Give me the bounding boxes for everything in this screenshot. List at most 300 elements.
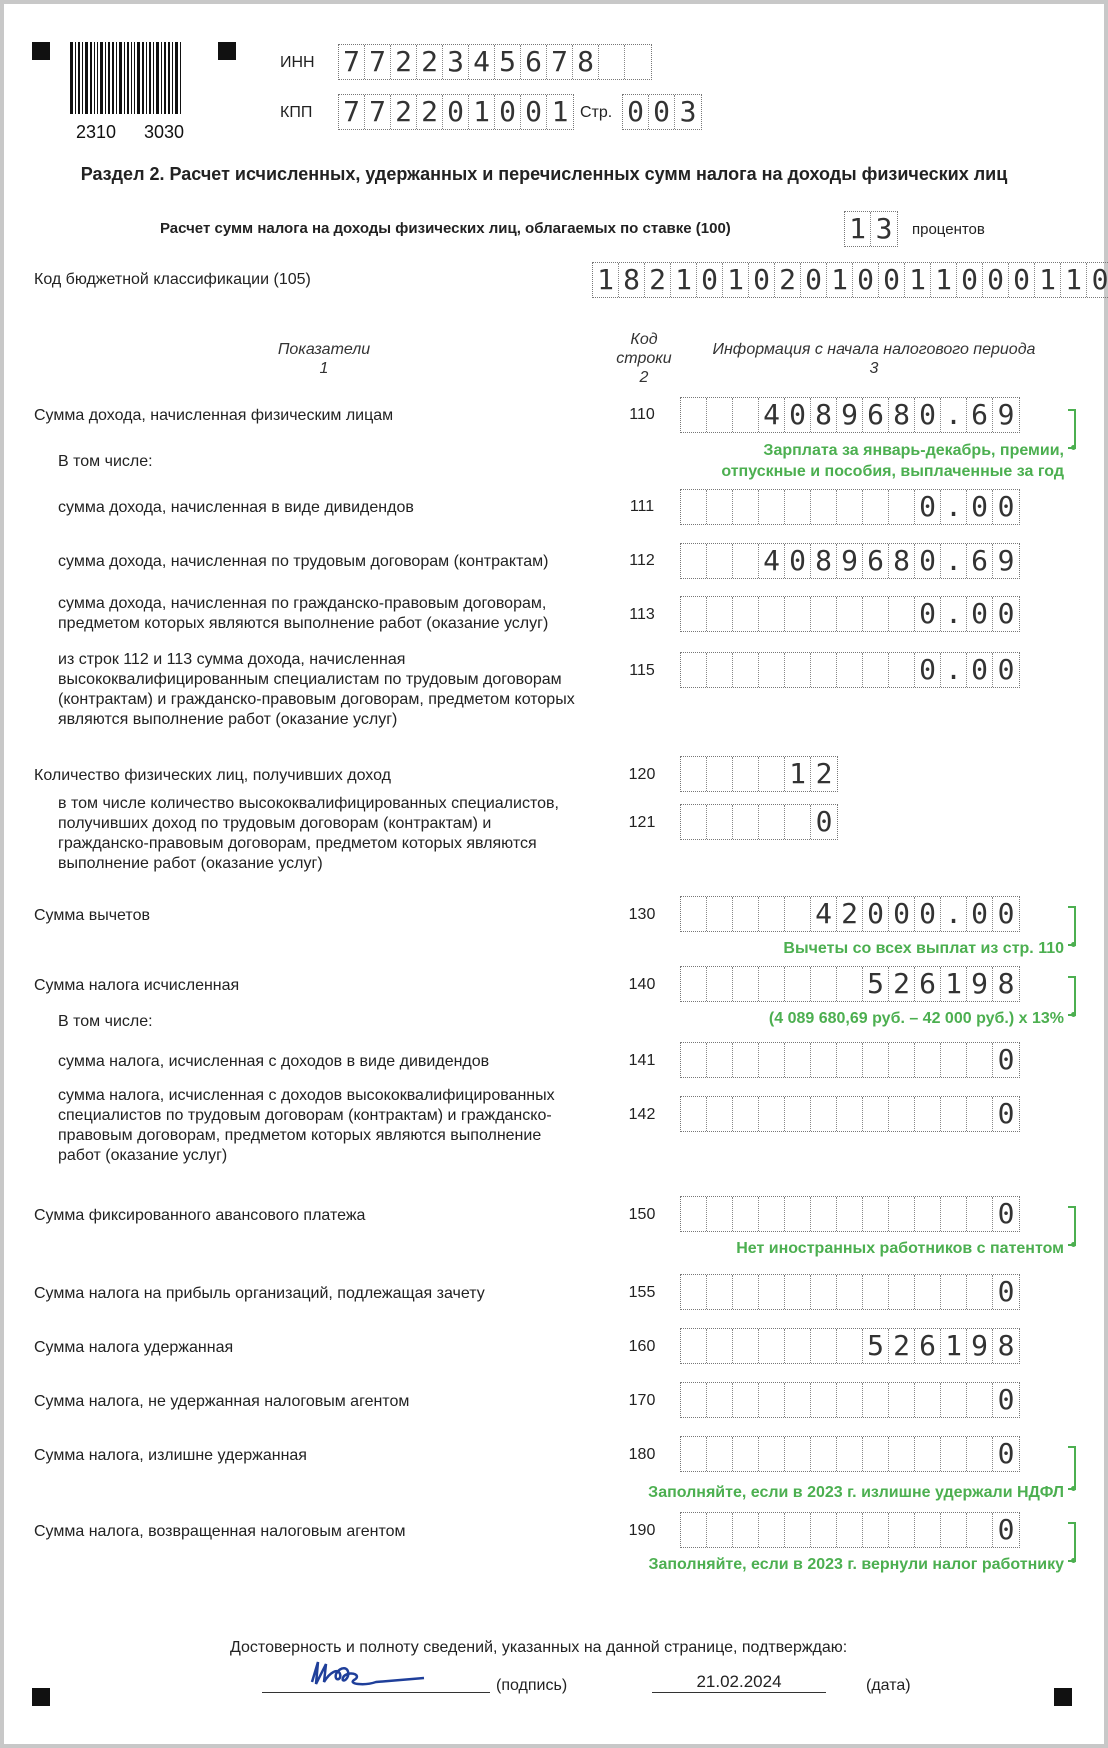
- row-113-label-line: предметом которых являются выполнение работ (оказание услуг): [58, 615, 549, 632]
- barcode-bar: [137, 42, 140, 114]
- barcode-bar: [156, 42, 159, 114]
- char-cell: [759, 653, 785, 687]
- row-142-label: [58, 1086, 555, 1166]
- rate-label: Расчет сумм налога на доходы физических лиц, облагаемых по ставке (100): [160, 220, 731, 237]
- note-150: Нет иностранных работников с патентом: [736, 1240, 1064, 1257]
- char-cell: [733, 490, 759, 524]
- char-cell: [785, 1197, 811, 1231]
- row-115-code: 115: [629, 662, 655, 679]
- corner-marker: [218, 42, 236, 60]
- char-cell: 0: [997, 1197, 1015, 1230]
- row-140-label: Сумма налога исчисленная: [34, 977, 240, 994]
- char-cell: [837, 1437, 863, 1471]
- row-111-code: 111: [629, 498, 655, 515]
- char-cell: 8: [811, 544, 837, 578]
- barcode-bar: [108, 42, 110, 114]
- char-cell: 2: [417, 95, 443, 129]
- col1-title: Показатели: [277, 341, 371, 358]
- char-cell: .: [941, 897, 967, 931]
- char-cell: 2: [391, 95, 417, 129]
- char-cell: 5: [863, 1329, 889, 1363]
- char-cell: [681, 1097, 707, 1131]
- barcode-number-left: 2310: [76, 122, 117, 142]
- char-cell: [915, 1275, 941, 1309]
- char-cell: 0: [997, 1383, 1015, 1416]
- date-label: (дата): [866, 1677, 911, 1694]
- char-cell: [759, 1383, 785, 1417]
- rate-field: [844, 211, 898, 247]
- char-cell: [811, 1383, 837, 1417]
- char-cell: [863, 1383, 889, 1417]
- row-190-code: 190: [628, 1522, 656, 1539]
- barcode-bar: [146, 42, 147, 114]
- char-cell: [733, 1275, 759, 1309]
- char-cell: 0: [997, 597, 1015, 630]
- char-cell: [863, 653, 889, 687]
- row-155-value: [680, 1274, 1020, 1310]
- char-cell: [811, 1097, 837, 1131]
- barcode-bar: [127, 42, 129, 114]
- barcode-bar: [180, 42, 181, 114]
- row-121-code: 121: [628, 814, 656, 831]
- char-cell: 2: [837, 897, 863, 931]
- char-cell: [759, 1329, 785, 1363]
- char-cell: 8: [573, 45, 599, 79]
- row-113-value: [680, 596, 1020, 632]
- char-cell: 0: [1009, 263, 1035, 297]
- col-info-header: [704, 340, 1044, 378]
- corner-marker: [1054, 1688, 1072, 1706]
- note-140: (4 089 680,69 руб. – 42 000 руб.) х 13%: [768, 1010, 1064, 1027]
- char-cell: [811, 1275, 837, 1309]
- char-cell: 7: [547, 45, 573, 79]
- char-cell: [681, 544, 707, 578]
- char-cell: [889, 653, 915, 687]
- row-130-label: Сумма вычетов: [34, 907, 150, 924]
- char-cell: 3: [875, 212, 893, 245]
- row-140-code: 140: [628, 976, 656, 993]
- char-cell: [707, 1329, 733, 1363]
- char-cell: [733, 597, 759, 631]
- char-cell: [759, 490, 785, 524]
- barcode-bar: [168, 42, 170, 114]
- char-cell: [681, 805, 707, 839]
- row-130-code: 130: [628, 906, 656, 923]
- note-190: Заполняйте, если в 2023 г. вернули налог работнику: [648, 1556, 1064, 1573]
- row-120-value: [680, 756, 838, 792]
- char-cell: 1: [905, 263, 931, 297]
- row-155-label: Сумма налога на прибыль организаций, подлежащая зачету: [34, 1285, 485, 1302]
- barcode-bar: [97, 42, 98, 114]
- kpp-field: [338, 94, 574, 130]
- char-cell: 1: [469, 95, 495, 129]
- row-150-value: [680, 1196, 1020, 1232]
- char-cell: [759, 1275, 785, 1309]
- barcode-bar: [175, 42, 178, 114]
- char-cell: [967, 1197, 993, 1231]
- section-title: Раздел 2. Расчет исчисленных, удержанных и перечисленных сумм налога на доходы физических лиц: [80, 164, 1008, 184]
- row-115-label-line: высококвалифицированным специалистам по трудовым договорам: [58, 671, 562, 688]
- char-cell: [707, 490, 733, 524]
- col2-title-line: строки: [616, 350, 672, 367]
- row-121-value: [680, 804, 838, 840]
- char-cell: [681, 897, 707, 931]
- row-160-label: Сумма налога удержанная: [34, 1339, 234, 1356]
- col3-title: Информация с начала налогового периода: [712, 341, 1036, 358]
- char-cell: [733, 1329, 759, 1363]
- row-112-code: 112: [629, 552, 655, 569]
- char-cell: 8: [811, 398, 837, 432]
- char-cell: [811, 653, 837, 687]
- char-cell: [733, 653, 759, 687]
- char-cell: [707, 967, 733, 1001]
- note-bracket: [1068, 1446, 1076, 1490]
- kpp-label: КПП: [280, 104, 313, 121]
- note-bracket: [1068, 976, 1076, 1016]
- char-cell: .: [941, 653, 967, 687]
- corner-marker: [32, 42, 50, 60]
- char-cell: [941, 1097, 967, 1131]
- note-110: [564, 440, 1064, 482]
- char-cell: 0: [521, 95, 547, 129]
- char-cell: 6: [863, 544, 889, 578]
- barcode-bar: [112, 42, 114, 114]
- char-cell: [967, 1383, 993, 1417]
- note-130: Вычеты со всех выплат из стр. 110: [783, 940, 1064, 957]
- char-cell: 1: [723, 263, 749, 297]
- row-111-value: [680, 489, 1020, 525]
- char-cell: 8: [889, 398, 915, 432]
- row-110-value: [680, 397, 1020, 433]
- char-cell: [889, 1043, 915, 1077]
- char-cell: [681, 1513, 707, 1547]
- signature-image: [304, 1652, 434, 1696]
- char-cell: [811, 1043, 837, 1077]
- inn-field: [338, 44, 652, 80]
- char-cell: 6: [967, 544, 993, 578]
- row-120-code: 120: [628, 766, 656, 783]
- char-cell: [837, 1275, 863, 1309]
- char-cell: 7: [339, 95, 365, 129]
- char-cell: [863, 490, 889, 524]
- note-dot: [1071, 1242, 1076, 1247]
- char-cell: 8: [997, 1329, 1015, 1362]
- char-cell: 0: [495, 95, 521, 129]
- note-dot: [1071, 1558, 1076, 1563]
- char-cell: 7: [339, 45, 365, 79]
- char-cell: 9: [967, 967, 993, 1001]
- char-cell: [967, 1275, 993, 1309]
- row-113-code: 113: [629, 606, 655, 623]
- char-cell: [733, 757, 759, 791]
- note-110-line: Зарплата за январь-декабрь, премии,: [763, 442, 1064, 459]
- date-value: 21.02.2024: [696, 1672, 782, 1691]
- barcode-bar: [172, 42, 173, 114]
- char-cell: [681, 967, 707, 1001]
- char-cell: [837, 1513, 863, 1547]
- char-cell: [759, 1043, 785, 1077]
- row-115-label-line: являются выполнение работ (оказание услуг): [58, 711, 398, 728]
- char-cell: 1: [1035, 263, 1061, 297]
- char-cell: 0: [967, 597, 993, 631]
- char-cell: [785, 967, 811, 1001]
- char-cell: [599, 45, 625, 79]
- char-cell: 0: [997, 1097, 1015, 1130]
- row-130-value: [680, 896, 1020, 932]
- char-cell: [915, 1437, 941, 1471]
- char-cell: [759, 805, 785, 839]
- char-cell: 6: [915, 967, 941, 1001]
- row-150-code: 150: [628, 1206, 656, 1223]
- char-cell: [785, 805, 811, 839]
- row-180-label: Сумма налога, излишне удержанная: [34, 1447, 307, 1464]
- char-cell: [889, 490, 915, 524]
- barcode-bar: [134, 42, 135, 114]
- char-cell: 0: [983, 263, 1009, 297]
- barcode-bar: [153, 42, 154, 114]
- row-160-value: [680, 1328, 1020, 1364]
- char-cell: [863, 1097, 889, 1131]
- note-110-line: отпускные и пособия, выплаченные за год: [721, 463, 1064, 480]
- char-cell: [681, 1383, 707, 1417]
- char-cell: 2: [889, 967, 915, 1001]
- char-cell: [785, 897, 811, 931]
- char-cell: 8: [619, 263, 645, 297]
- char-cell: [889, 1513, 915, 1547]
- char-cell: 5: [863, 967, 889, 1001]
- char-cell: 0: [967, 490, 993, 524]
- char-cell: [889, 1097, 915, 1131]
- char-cell: [811, 967, 837, 1001]
- row-150-label: Сумма фиксированного авансового платежа: [34, 1207, 366, 1224]
- note-bracket: [1068, 409, 1076, 449]
- note-dot: [1071, 445, 1076, 450]
- barcode-bar: [85, 42, 88, 114]
- char-cell: [707, 897, 733, 931]
- barcode-bar: [131, 42, 132, 114]
- char-cell: [863, 597, 889, 631]
- col2-number: 2: [639, 369, 649, 386]
- barcode-bar: [94, 42, 95, 114]
- char-cell: 6: [863, 398, 889, 432]
- char-cell: 0: [997, 653, 1015, 686]
- char-cell: [733, 398, 759, 432]
- barcode-bar: [105, 42, 106, 114]
- char-cell: 0: [997, 490, 1015, 523]
- char-cell: [681, 1437, 707, 1471]
- char-cell: [681, 1329, 707, 1363]
- char-cell: [889, 1275, 915, 1309]
- char-cell: 0: [915, 653, 941, 687]
- char-cell: [733, 1383, 759, 1417]
- row-141-value: [680, 1042, 1020, 1078]
- char-cell: [863, 1043, 889, 1077]
- char-cell: 4: [811, 897, 837, 931]
- char-cell: 2: [775, 263, 801, 297]
- char-cell: [733, 1197, 759, 1231]
- barcode-bar: [82, 42, 83, 114]
- char-cell: 0: [915, 897, 941, 931]
- char-cell: [811, 597, 837, 631]
- barcode-bar: [119, 42, 122, 114]
- char-cell: .: [941, 490, 967, 524]
- row-180-code: 180: [628, 1446, 656, 1463]
- barcode-bar: [116, 42, 117, 114]
- char-cell: 0: [815, 805, 833, 838]
- char-cell: [707, 1043, 733, 1077]
- char-cell: [707, 1275, 733, 1309]
- char-cell: 0: [997, 1437, 1015, 1470]
- char-cell: 6: [967, 398, 993, 432]
- row-180-value: [680, 1436, 1020, 1472]
- inn-label: ИНН: [280, 54, 315, 71]
- row-113-label-line: сумма дохода, начисленная по гражданско-правовым договорам,: [58, 595, 547, 612]
- char-cell: 0: [957, 263, 983, 297]
- barcode-bar: [90, 42, 92, 114]
- char-cell: [707, 1097, 733, 1131]
- char-cell: [681, 398, 707, 432]
- char-cell: [785, 1437, 811, 1471]
- char-cell: [915, 1043, 941, 1077]
- char-cell: [785, 1043, 811, 1077]
- char-cell: [707, 398, 733, 432]
- row-113-label: [58, 594, 548, 634]
- char-cell: [707, 1197, 733, 1231]
- row-170-label: Сумма налога, не удержанная налоговым агентом: [34, 1393, 410, 1410]
- char-cell: [967, 1513, 993, 1547]
- char-cell: [681, 597, 707, 631]
- row-110-label: Сумма дохода, начисленная физическим лицам: [34, 407, 394, 424]
- char-cell: [837, 967, 863, 1001]
- char-cell: [759, 1097, 785, 1131]
- row-142-label-line: работ (оказание услуг): [58, 1147, 228, 1164]
- char-cell: [915, 1097, 941, 1131]
- barcode-bar: [161, 42, 162, 114]
- char-cell: 1: [593, 263, 619, 297]
- char-cell: [967, 1097, 993, 1131]
- char-cell: 0: [915, 597, 941, 631]
- char-cell: [967, 1437, 993, 1471]
- col3-number: 3: [869, 360, 879, 377]
- row-120-label: Количество физических лиц, получивших доход: [34, 767, 391, 784]
- char-cell: 1: [1061, 263, 1087, 297]
- note-dot: [1071, 942, 1076, 947]
- char-cell: [915, 1383, 941, 1417]
- char-cell: 0: [1091, 263, 1108, 296]
- char-cell: 0: [649, 95, 675, 129]
- char-cell: [707, 1383, 733, 1417]
- char-cell: [863, 1437, 889, 1471]
- row-170-code: 170: [628, 1392, 656, 1409]
- char-cell: 3: [443, 45, 469, 79]
- row-115-label-line: (контрактам) и гражданско-правовым договорам, предметом которых: [58, 691, 575, 708]
- char-cell: 0: [785, 544, 811, 578]
- char-cell: 1: [941, 1329, 967, 1363]
- char-cell: [759, 967, 785, 1001]
- barcode-bar: [75, 42, 76, 114]
- note-bracket: [1068, 1522, 1076, 1562]
- char-cell: 1: [827, 263, 853, 297]
- note-dot: [1071, 1012, 1076, 1017]
- signature-label: (подпись): [496, 1677, 568, 1694]
- char-cell: [681, 1275, 707, 1309]
- char-cell: [785, 1329, 811, 1363]
- barcode-number-right: 3030: [144, 122, 185, 142]
- row-142-value: [680, 1096, 1020, 1132]
- char-cell: [733, 1513, 759, 1547]
- char-cell: 4: [759, 398, 785, 432]
- row-121-label-line: выполнение работ (оказание услуг): [58, 855, 323, 872]
- char-cell: 2: [815, 757, 833, 790]
- char-cell: 0: [749, 263, 775, 297]
- char-cell: [889, 597, 915, 631]
- row-141-label: сумма налога, исчисленная с доходов в виде дивидендов: [58, 1053, 490, 1070]
- char-cell: 9: [837, 544, 863, 578]
- char-cell: 0: [697, 263, 723, 297]
- row-142-label-line: специалистов по трудовым договорам (контрактам) и гражданско-: [58, 1107, 552, 1124]
- char-cell: 0: [997, 1275, 1015, 1308]
- char-cell: 0: [889, 897, 915, 931]
- char-cell: 0: [997, 1513, 1015, 1546]
- char-cell: 0: [915, 490, 941, 524]
- char-cell: [811, 1513, 837, 1547]
- char-cell: [863, 1275, 889, 1309]
- char-cell: 0: [863, 897, 889, 931]
- char-cell: 4: [469, 45, 495, 79]
- char-cell: [733, 1097, 759, 1131]
- char-cell: 0: [967, 897, 993, 931]
- row-121-label-line: получивших доход по трудовым договорам (контрактам) и: [58, 815, 492, 832]
- row-190-label: Сумма налога, возвращенная налоговым агентом: [34, 1523, 406, 1540]
- row-121-label: [58, 794, 559, 874]
- char-cell: [733, 1043, 759, 1077]
- char-cell: [681, 653, 707, 687]
- char-cell: [707, 597, 733, 631]
- col2-title-line: Код: [630, 331, 658, 348]
- char-cell: [759, 1513, 785, 1547]
- char-cell: [811, 490, 837, 524]
- row-115-label-line: из строк 112 и 113 сумма дохода, начисленная: [58, 651, 406, 668]
- char-cell: [837, 1043, 863, 1077]
- char-cell: 0: [443, 95, 469, 129]
- row-112-label: сумма дохода, начисленная по трудовым договорам (контрактам): [58, 553, 549, 570]
- char-cell: 1: [785, 757, 811, 791]
- char-cell: [889, 1197, 915, 1231]
- char-cell: 7: [365, 95, 391, 129]
- char-cell: [733, 805, 759, 839]
- kbk-label: Код бюджетной классификации (105): [34, 271, 311, 288]
- char-cell: [811, 1329, 837, 1363]
- char-cell: 2: [417, 45, 443, 79]
- char-cell: [811, 1437, 837, 1471]
- row-141-code: 141: [628, 1052, 656, 1069]
- char-cell: [785, 1383, 811, 1417]
- char-cell: [707, 653, 733, 687]
- char-cell: 6: [521, 45, 547, 79]
- char-cell: [915, 1513, 941, 1547]
- char-cell: 6: [915, 1329, 941, 1363]
- char-cell: [681, 490, 707, 524]
- row-115-label: [58, 650, 575, 730]
- char-cell: 1: [931, 263, 957, 297]
- char-cell: [941, 1383, 967, 1417]
- char-cell: 2: [391, 45, 417, 79]
- char-cell: [707, 1513, 733, 1547]
- char-cell: [785, 1513, 811, 1547]
- rate-unit: процентов: [912, 221, 985, 238]
- char-cell: 0: [997, 1043, 1015, 1076]
- char-cell: [733, 897, 759, 931]
